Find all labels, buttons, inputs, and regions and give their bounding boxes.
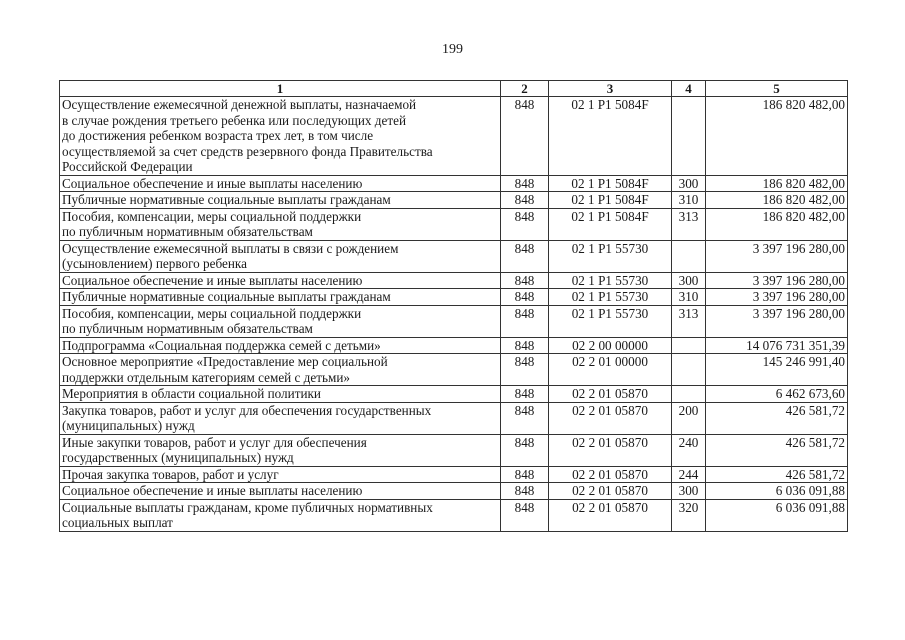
column-header-2: 2 (501, 81, 549, 97)
table-row (60, 175, 848, 192)
row-amount: 186 820 482,00 (706, 97, 848, 176)
page-number: 199 (442, 42, 463, 57)
row-target-article: 02 1 P1 5084F (549, 175, 672, 192)
table-row (60, 434, 848, 466)
table-row (60, 354, 848, 386)
row-ministry-code: 848 (501, 272, 549, 289)
row-expense-type (672, 97, 706, 176)
row-ministry-code: 848 (501, 499, 549, 531)
row-ministry-code: 848 (501, 208, 549, 240)
row-expense-type: 310 (672, 289, 706, 306)
row-ministry-code: 848 (501, 386, 549, 403)
row-target-article: 02 1 P1 55730 (549, 305, 672, 337)
row-ministry-code: 848 (501, 289, 549, 306)
row-expense-type: 300 (672, 175, 706, 192)
column-header-4: 4 (672, 81, 706, 97)
row-amount: 426 581,72 (706, 466, 848, 483)
row-ministry-code: 848 (501, 354, 549, 386)
row-expense-type: 200 (672, 402, 706, 434)
row-expense-type (672, 386, 706, 403)
row-ministry-code: 848 (501, 97, 549, 176)
row-amount: 14 076 731 351,39 (706, 337, 848, 354)
row-amount: 186 820 482,00 (706, 192, 848, 209)
row-name: Пособия, компенсации, меры социальной поддержки по публичным нормативным обязательствам (60, 305, 501, 337)
row-target-article: 02 2 01 05870 (549, 499, 672, 531)
row-target-article: 02 2 01 00000 (549, 354, 672, 386)
table-row (60, 483, 848, 500)
row-target-article: 02 2 01 05870 (549, 483, 672, 500)
row-name: Публичные нормативные социальные выплаты гражданам (60, 192, 501, 209)
row-amount: 145 246 991,40 (706, 354, 848, 386)
table-row (60, 289, 848, 306)
row-target-article: 02 1 P1 5084F (549, 192, 672, 209)
table-row (60, 272, 848, 289)
table-row (60, 499, 848, 531)
row-target-article: 02 2 01 05870 (549, 434, 672, 466)
budget-table (59, 80, 848, 532)
table-row (60, 466, 848, 483)
row-name: Осуществление ежемесячной денежной выплаты, назначаемой в случае рождения третьего ребенка или последующих детей до достижения ребенком возраста трех лет, в том числе осуществляемой за счет средств резервного фонда Правительства Российской Федерации (60, 97, 501, 176)
row-name: Закупка товаров, работ и услуг для обеспечения государственных (муниципальных) нужд (60, 402, 501, 434)
row-ministry-code: 848 (501, 434, 549, 466)
row-name: Осуществление ежемесячной выплаты в связи с рождением (усыновлением) первого ребенка (60, 240, 501, 272)
row-target-article: 02 2 00 00000 (549, 337, 672, 354)
row-name: Мероприятия в области социальной политики (60, 386, 501, 403)
column-header-5: 5 (706, 81, 848, 97)
row-amount: 3 397 196 280,00 (706, 305, 848, 337)
row-name: Основное мероприятие «Предоставление мер социальной поддержки отдельным категориям семей с детьми» (60, 354, 501, 386)
row-amount: 186 820 482,00 (706, 208, 848, 240)
row-expense-type: 310 (672, 192, 706, 209)
table-row (60, 402, 848, 434)
row-target-article: 02 1 P1 55730 (549, 272, 672, 289)
row-target-article: 02 2 01 05870 (549, 402, 672, 434)
row-target-article: 02 2 01 05870 (549, 466, 672, 483)
table-row (60, 192, 848, 209)
row-target-article: 02 1 P1 55730 (549, 289, 672, 306)
row-name: Подпрограмма «Социальная поддержка семей с детьми» (60, 337, 501, 354)
row-expense-type (672, 354, 706, 386)
row-name: Социальное обеспечение и иные выплаты населению (60, 483, 501, 500)
row-name: Публичные нормативные социальные выплаты гражданам (60, 289, 501, 306)
row-ministry-code: 848 (501, 466, 549, 483)
column-header-1: 1 (60, 81, 501, 97)
row-expense-type: 300 (672, 272, 706, 289)
table-row (60, 240, 848, 272)
row-ministry-code: 848 (501, 175, 549, 192)
table-row (60, 386, 848, 403)
row-target-article: 02 1 P1 55730 (549, 240, 672, 272)
table-row (60, 97, 848, 176)
row-ministry-code: 848 (501, 402, 549, 434)
row-expense-type (672, 337, 706, 354)
row-name: Иные закупки товаров, работ и услуг для обеспечения государственных (муниципальных) нужд (60, 434, 501, 466)
table-body (60, 97, 848, 532)
row-ministry-code: 848 (501, 483, 549, 500)
row-ministry-code: 848 (501, 240, 549, 272)
table-row (60, 337, 848, 354)
row-name: Социальное обеспечение и иные выплаты населению (60, 175, 501, 192)
column-header-3: 3 (549, 81, 672, 97)
table-header-row (60, 81, 848, 97)
row-expense-type: 240 (672, 434, 706, 466)
row-expense-type (672, 240, 706, 272)
row-expense-type: 300 (672, 483, 706, 500)
row-amount: 186 820 482,00 (706, 175, 848, 192)
row-amount: 3 397 196 280,00 (706, 272, 848, 289)
row-ministry-code: 848 (501, 192, 549, 209)
row-amount: 6 036 091,88 (706, 499, 848, 531)
row-name: Социальные выплаты гражданам, кроме публичных нормативных социальных выплат (60, 499, 501, 531)
row-target-article: 02 1 P1 5084F (549, 97, 672, 176)
row-expense-type: 244 (672, 466, 706, 483)
row-ministry-code: 848 (501, 305, 549, 337)
row-expense-type: 313 (672, 208, 706, 240)
row-target-article: 02 1 P1 5084F (549, 208, 672, 240)
row-amount: 426 581,72 (706, 402, 848, 434)
table-row (60, 305, 848, 337)
row-name: Социальное обеспечение и иные выплаты населению (60, 272, 501, 289)
row-name: Пособия, компенсации, меры социальной поддержки по публичным нормативным обязательствам (60, 208, 501, 240)
row-ministry-code: 848 (501, 337, 549, 354)
row-expense-type: 313 (672, 305, 706, 337)
table-row (60, 208, 848, 240)
row-expense-type: 320 (672, 499, 706, 531)
row-amount: 3 397 196 280,00 (706, 240, 848, 272)
row-name: Прочая закупка товаров, работ и услуг (60, 466, 501, 483)
row-target-article: 02 2 01 05870 (549, 386, 672, 403)
row-amount: 6 036 091,88 (706, 483, 848, 500)
row-amount: 3 397 196 280,00 (706, 289, 848, 306)
row-amount: 426 581,72 (706, 434, 848, 466)
row-amount: 6 462 673,60 (706, 386, 848, 403)
